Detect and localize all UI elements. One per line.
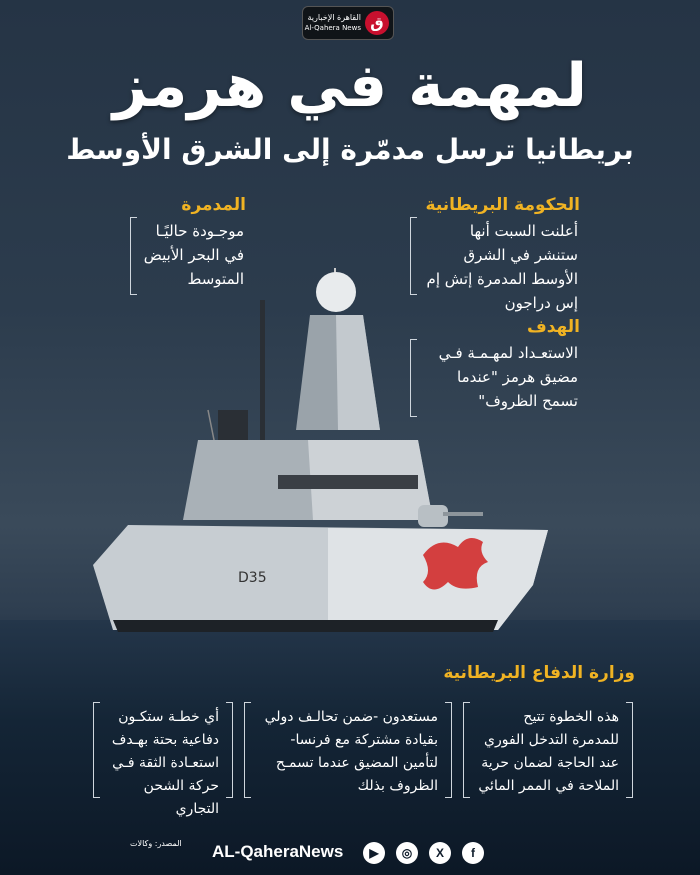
ministry-column-1 <box>463 702 633 798</box>
footer-brand-name[interactable]: AL-QaheraNews <box>212 842 344 861</box>
column-2-bracket-right <box>445 702 452 798</box>
ministry-column-2 <box>244 702 452 798</box>
facebook-icon[interactable]: f <box>462 842 484 864</box>
destroyer-bracket-left <box>130 217 137 295</box>
logo-mark: ق <box>365 11 389 35</box>
ministry-column-1-text: هذه الخطوة تتيح للمدمرة التدخل الفوري عند الحاجة لضمان حرية الملاحة في الممر المائي <box>478 709 619 794</box>
page-title: لمهمة في هرمز <box>112 51 588 121</box>
destroyer-heading: المدمرة <box>181 195 246 215</box>
goal-info <box>410 315 580 415</box>
channel-logo[interactable] <box>302 6 394 40</box>
hull-number: D35 <box>238 570 267 586</box>
government-bracket-left <box>410 217 417 295</box>
logo-arabic: القاهرة الإخبارية <box>307 13 361 22</box>
logo-english: Al-Qahera News <box>304 24 361 32</box>
government-info <box>410 193 580 312</box>
goal-heading: الهدف <box>526 317 580 337</box>
page-subtitle: بريطانيا ترسل مدمّرة إلى الشرق الأوسط <box>66 133 634 166</box>
destroyer-text: موجـودة حاليًـا في البحر الأبيض المتوسط <box>143 222 244 288</box>
footer <box>0 830 700 875</box>
destroyer-info <box>130 193 248 297</box>
instagram-icon[interactable]: ◎ <box>396 842 418 864</box>
column-3-bracket-right <box>226 702 233 798</box>
ministry-column-3-text: أي خطـة ستكـون دفاعية بحتة بهـدف استعـادة الثقة فـي حركة الشحن التجاري <box>111 709 219 817</box>
x-icon[interactable]: X <box>429 842 451 864</box>
column-1-bracket-left <box>463 702 470 798</box>
ministry-heading: وزارة الدفاع البريطانية <box>443 663 635 683</box>
youtube-icon[interactable]: ▶ <box>363 842 385 864</box>
column-3-bracket-left <box>93 702 100 798</box>
ministry-column-2-text: مستعدون -ضمن تحالـف دولي بقيادة مشتركة مع فرنسا- لتأمين المضيق عندما تسمـح الظروف بذلك <box>264 709 438 794</box>
source-label: المصدر: وكالات <box>130 839 182 848</box>
logo-text <box>305 12 361 34</box>
government-heading: الحكومة البريطانية <box>425 195 580 215</box>
government-text: أعلنت السبت أنها ستنشر في الشرق الأوسط المدمرة إتش إم إس دراجون <box>426 222 578 312</box>
goal-text: الاستعـداد لمهـمـة فـي مضيق هرمز "عندما تسمح الظروف" <box>438 344 578 410</box>
goal-bracket-left <box>410 339 417 417</box>
column-2-bracket-left <box>244 702 251 798</box>
ministry-column-3 <box>93 702 233 817</box>
column-1-bracket-right <box>626 702 633 798</box>
